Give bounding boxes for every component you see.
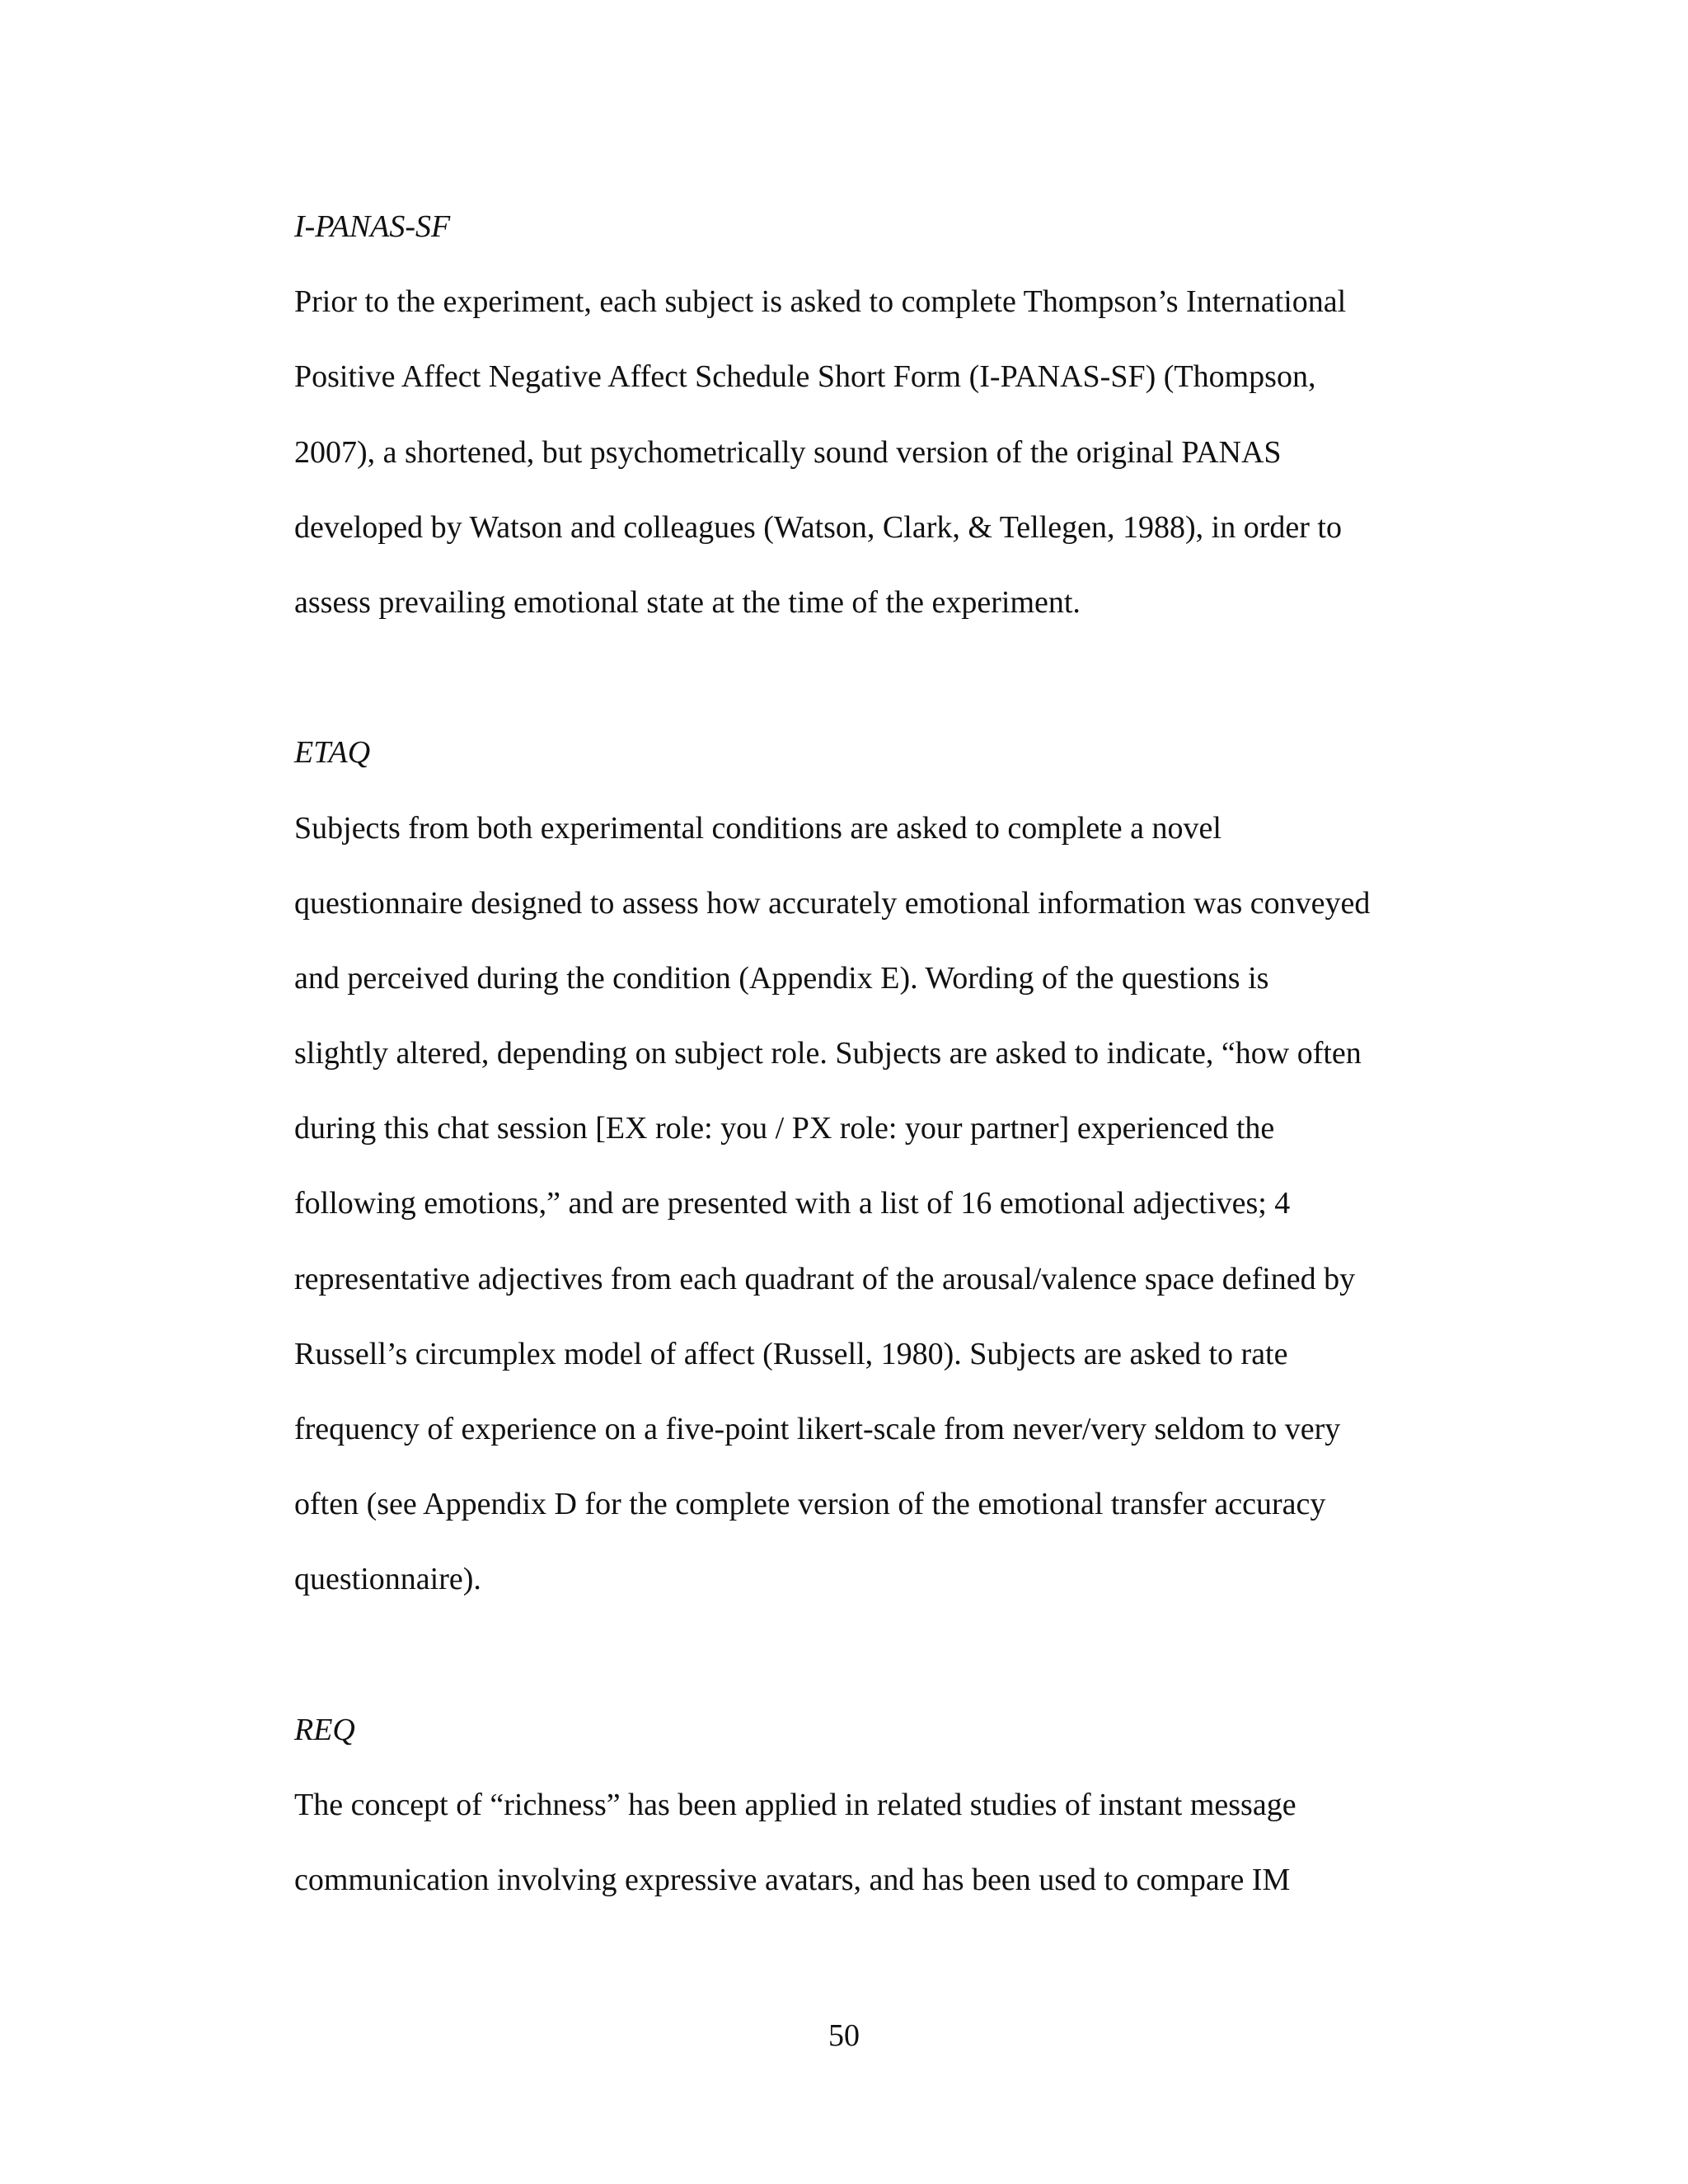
body-line: questionnaire designed to assess how accurately emotional information was conveyed: [294, 885, 1371, 921]
body-line: during this chat session [EX role: you / PX role: your partner] experienced the: [294, 1111, 1275, 1146]
section-heading: ETAQ: [294, 735, 371, 771]
section-spacer: [294, 640, 1432, 715]
body-line: slightly altered, depending on subject role. Subjects are asked to indicate, “how often: [294, 1036, 1362, 1071]
body-line: Positive Affect Negative Affect Schedule Short Form (I-PANAS-SF) (Thompson,: [294, 359, 1316, 395]
body-line: The concept of “richness” has been applied in related studies of instant message: [294, 1787, 1296, 1822]
body-line: Subjects from both experimental conditions are asked to complete a novel: [294, 810, 1221, 846]
section-etaq: [294, 715, 1432, 1617]
body-line: communication involving expressive avatars, and has been used to compare IM: [294, 1863, 1291, 1898]
body-line: 2007), a shortened, but psychometrically sound version of the original PANAS: [294, 434, 1282, 470]
body-line: representative adjectives from each quadrant of the arousal/valence space defined by: [294, 1261, 1356, 1296]
body-line: frequency of experience on a five-point likert-scale from never/very seldom to very: [294, 1412, 1341, 1446]
body-line: Prior to the experiment, each subject is asked to complete Thompson’s International: [294, 284, 1347, 320]
section-heading: REQ: [294, 1712, 355, 1747]
section-heading: I-PANAS-SF: [294, 209, 451, 244]
section-i-panas-sf: [294, 190, 1432, 640]
body-line: assess prevailing emotional state at the time of the experiment.: [294, 584, 1081, 620]
section-req: [294, 1693, 1432, 1919]
section-spacer: [294, 1618, 1432, 1693]
body-line: and perceived during the condition (Appendix E). Wording of the questions is: [294, 960, 1269, 996]
body-line: questionnaire).: [294, 1562, 481, 1597]
body-line: following emotions,” and are presented with a list of 16 emotional adjectives; 4: [294, 1186, 1291, 1221]
page-number: 50: [828, 2018, 860, 2053]
body-line: often (see Appendix D for the complete version of the emotional transfer accuracy: [294, 1487, 1326, 1522]
body-line: developed by Watson and colleagues (Watson, Clark, & Tellegen, 1988), in order to: [294, 509, 1342, 545]
body-line: Russell’s circumplex model of affect (Russell, 1980). Subjects are asked to rate: [294, 1336, 1288, 1371]
page-body: [294, 190, 1432, 1918]
